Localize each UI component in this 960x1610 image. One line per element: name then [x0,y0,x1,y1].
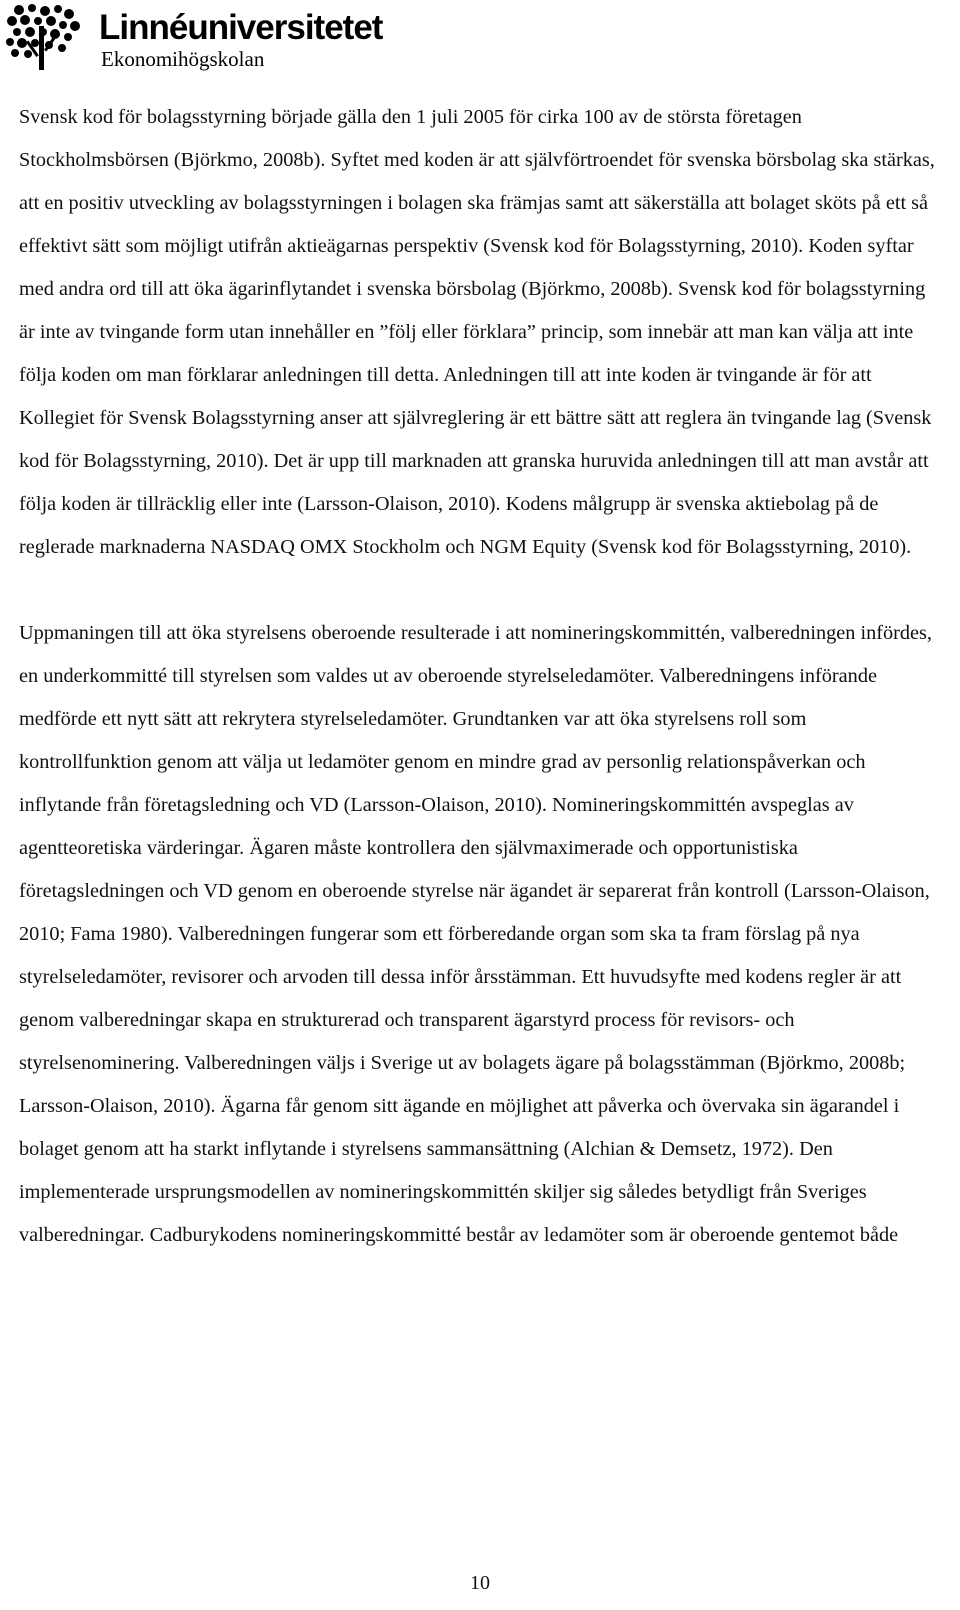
university-name: Linnéuniversitetet [99,8,383,47]
paragraph-corporate-governance-code: Svensk kod för bolagsstyrning började gälla den 1 juli 2005 för cirka 100 av de största företagen Stockholmsbörsen (Björkmo, 2008b). Syftet med koden är att självförtroendet för svenska börsbolag ska stärkas, att en positiv utveckling av bolagsstyrningen i bolagen ska främjas samt att säkerställa att bolaget sköts på ett så effektivt sätt som möjligt utifrån aktieägarnas perspektiv (Svensk kod för Bolagsstyrning, 2010). Koden syftar med andra ord till att öka ägarinflytandet i svenska börsbolag (Björkmo, 2008b). Svensk kod för bolagsstyrning är inte av tvingande form utan innehåller en ”följ eller förklara” princip, som innebär att man kan välja att inte följa koden om man förklarar anledningen till detta. Anledningen till att inte koden är tvingande är för att Kollegiet för Svensk Bolagsstyrning anser att självreglering är ett bättre sätt att reglera än tvingande lag (Svensk kod för Bolagsstyrning, 2010). Det är upp till marknaden att granska huruvida anledningen till att man avstår att följa koden är tillräcklig eller inte (Larsson-Olaison, 2010). Kodens målgrupp är svenska aktiebolag på de reglerade marknaderna NASDAQ OMX Stockholm och NGM Equity (Svensk kod för Bolagsstyrning, 2010). [19,106,935,558]
logo-text [99,4,382,70]
document-body [19,96,941,1257]
paragraph-nomination-committee: Uppmaningen till att öka styrelsens oberoende resulterade i att nomineringskommittén, valberedningen infördes, en underkommitté till styrelsen som valdes ut av oberoende styrelseledamöter. Valberedningens införande medförde ett nytt sätt att rekrytera styrelseledamöter. Grundtanken var att öka styrelsens roll som kontrollfunktion genom att välja ut ledamöter genom en mindre grad av personlig relationspåverkan och inflytande från företagsledning och VD (Larsson-Olaison, 2010). Nomineringskommittén avspeglas av agentteoretiska värderingar. Ägaren måste kontrollera den självmaximerade och opportunistiska företagsledningen och VD genom en oberoende styrelse när ägandet är separerat från kontroll (Larsson-Olaison, 2010; Fama 1980). Valberedningen fungerar som ett förberedande organ som ska ta fram förslag på nya styrelseledamöter, revisorer och arvoden till dessa inför årsstämman. Ett huvudsyfte med kodens regler är att genom valberedningar skapa en strukturerad och transparent ägarstyrd process för revisors- och styrelsenominering. Valberedningen väljs i Sverige ut av bolagets ägare på bolagsstämman (Björkmo, 2008b; Larsson-Olaison, 2010). Ägarna får genom sitt ägande en möjlighet att påverka och övervaka sin ägarandel i bolaget genom att ha starkt inflytande i styrelsens sammansättning (Alchian & Demsetz, 1972). Den implementerade ursprungsmodellen av nomineringskommittén skiljer sig således betydligt från Sveriges valberedningar. Cadburykodens nomineringskommitté består av ledamöter som är oberoende gentemot både [19,622,932,1246]
university-logo [5,4,382,74]
page-number: 10 [470,1572,490,1594]
tree-icon [5,4,89,70]
school-name: Ekonomihögskolan [101,47,265,71]
